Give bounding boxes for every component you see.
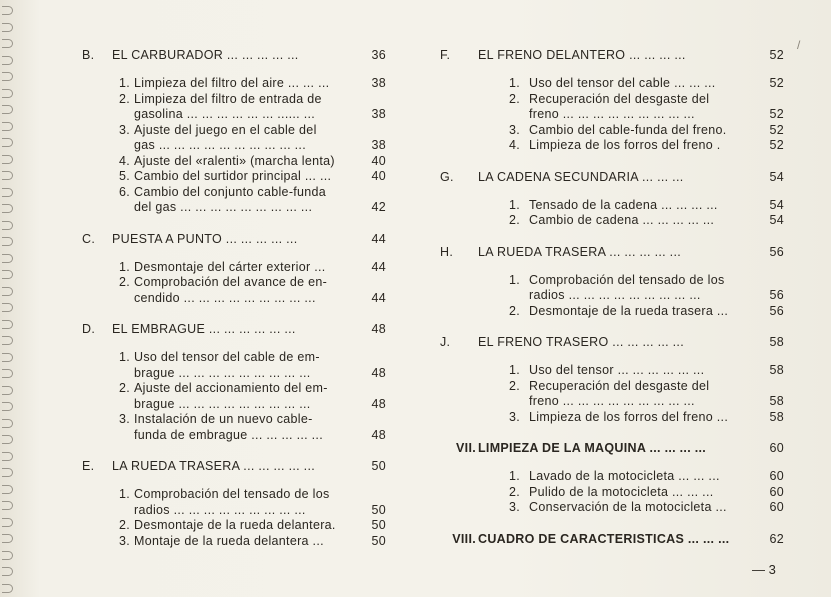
toc-entry [440, 394, 785, 410]
section-page: 36 [371, 48, 386, 62]
toc-entry [440, 410, 785, 426]
section-heading [82, 320, 392, 338]
toc-entry [440, 273, 785, 289]
entry-text: Recuperación del desgaste del [529, 378, 710, 393]
toc-entry [440, 76, 785, 92]
entry-text: Desmontaje de la rueda delantera. [134, 518, 336, 532]
section-title: LA CADENA SECUNDARIA ... ... ... [478, 169, 684, 184]
binding-ring [2, 204, 13, 213]
toc-section [440, 530, 785, 548]
entry-page: 54 [769, 213, 784, 227]
section-title: EL FRENO DELANTERO ... ... ... ... [478, 48, 686, 62]
entry-page: 38 [371, 107, 386, 121]
binding-ring [2, 419, 13, 428]
entry-number: 2. [508, 91, 520, 106]
section-heading [440, 168, 785, 186]
entry-number: 1. [508, 272, 520, 287]
section-heading [440, 46, 785, 64]
toc-section [82, 457, 392, 549]
section-letter: B. [82, 48, 95, 62]
entry-page: 38 [371, 138, 386, 152]
entry-number: 2. [508, 303, 520, 318]
entry-text: Limpieza del filtro de entrada de [134, 91, 322, 106]
binding-ring [2, 89, 13, 98]
entry-page: 52 [769, 107, 784, 121]
section-letter: E. [82, 459, 95, 473]
toc-entry [82, 200, 392, 216]
section-title: LIMPIEZA DE LA MAQUINA ... ... ... ... [478, 441, 707, 455]
toc-entry [82, 503, 392, 519]
binding-ring [2, 72, 13, 81]
entry-page: 60 [769, 484, 784, 499]
entry-page: 44 [371, 290, 386, 305]
entry-page: 52 [769, 122, 784, 137]
binding-ring [2, 320, 13, 329]
entry-number: 3. [508, 409, 520, 424]
entry-page: 50 [371, 518, 386, 532]
binding-ring [2, 254, 13, 263]
entry-text: Ajuste del juego en el cable del [134, 122, 317, 137]
entry-text: del gas ... ... ... ... ... ... ... ... ... [134, 200, 313, 214]
binding-ring [2, 485, 13, 494]
section-heading [440, 530, 785, 548]
toc-entry [440, 198, 785, 214]
section-letter: G. [440, 169, 454, 184]
entry-text: Cambio de cadena ... ... ... ... ... [529, 213, 715, 227]
binding-ring [2, 435, 13, 444]
toc-entry [440, 138, 785, 154]
margin-mark: / [797, 38, 801, 52]
section-letter: C. [82, 231, 96, 246]
section-page: 48 [371, 322, 386, 336]
entry-text: Comprobación del tensado de los [529, 272, 725, 287]
binding-ring [2, 23, 13, 32]
section-page: 62 [769, 531, 784, 546]
toc-entry [82, 260, 392, 276]
binding-ring [2, 287, 13, 296]
entry-number: 2. [118, 275, 130, 289]
toc-entry [440, 92, 785, 108]
section-heading [440, 439, 785, 457]
entry-text: radios ... ... ... ... ... ... ... ... ... [134, 502, 306, 517]
entry-number: 2. [118, 518, 130, 532]
binding-ring [2, 336, 13, 345]
chapter-numeral: VIII. [452, 531, 476, 546]
entry-text: Conservación de la motocicleta ... [529, 500, 727, 514]
toc-entry [440, 485, 785, 501]
spiral-binding [0, 0, 16, 597]
entry-text: cendido ... ... ... ... ... ... ... ... ... [134, 290, 316, 305]
toc-entry [82, 76, 392, 92]
page-number: — 3 [752, 562, 776, 577]
entry-number: 3. [118, 412, 130, 426]
entry-page: 52 [769, 76, 784, 90]
binding-ring [2, 155, 13, 164]
entry-page: 42 [371, 200, 386, 214]
entry-text: Cambio del cable-funda del freno. [529, 122, 727, 137]
toc-entry [82, 534, 392, 550]
section-title: PUESTA A PUNTO ... ... ... ... ... [112, 231, 298, 246]
entry-number: 2. [118, 91, 130, 106]
entry-page: 60 [769, 500, 784, 514]
toc-entry [82, 518, 392, 534]
entry-text: Cambio del conjunto cable-funda [134, 184, 327, 199]
entry-text: Limpieza de los forros del freno ... [529, 409, 729, 424]
toc-right-column [440, 46, 785, 562]
binding-ring [2, 122, 13, 131]
entry-page: 40 [371, 153, 386, 168]
entry-text: Montaje de la rueda delantera ... [134, 533, 324, 548]
entry-number: 2. [508, 484, 520, 499]
entry-number: 3. [508, 122, 520, 137]
binding-ring [2, 353, 13, 362]
section-letter: F. [440, 48, 451, 62]
entry-text: Tensado de la cadena ... ... ... ... [529, 197, 718, 212]
toc-left-column [82, 46, 392, 563]
toc-entry [82, 412, 392, 428]
entry-number: 3. [508, 500, 520, 514]
entry-text: Desmontaje del cárter exterior ... [134, 259, 326, 274]
entry-number: 5. [118, 169, 130, 183]
entry-page: 40 [371, 169, 386, 183]
toc-entry [82, 138, 392, 154]
entry-number: 2. [118, 381, 130, 395]
toc-entry [440, 107, 785, 123]
toc-entry [82, 169, 392, 185]
binding-ring [2, 584, 13, 593]
section-page: 52 [769, 48, 784, 62]
toc-entry [440, 500, 785, 516]
entry-text: Cambio del surtidor principal ... ... [134, 169, 332, 183]
toc-entry [82, 291, 392, 307]
entry-text: Limpieza del filtro del aire ... ... ... [134, 76, 330, 90]
binding-ring [2, 6, 13, 15]
binding-ring [2, 138, 13, 147]
entry-text: Lavado de la motocicleta ... ... ... [529, 469, 720, 483]
entry-page: 58 [769, 409, 784, 424]
entry-text: Desmontaje de la rueda trasera ... [529, 303, 729, 318]
toc-entry [82, 381, 392, 397]
binding-ring [2, 567, 13, 576]
entry-number: 1. [508, 197, 520, 212]
binding-ring [2, 468, 13, 477]
section-title: EL FRENO TRASERO ... ... ... ... ... [478, 335, 684, 349]
binding-ring [2, 402, 13, 411]
section-heading [440, 333, 785, 351]
binding-ring [2, 551, 13, 560]
entry-number: 1. [118, 76, 130, 90]
binding-ring [2, 369, 13, 378]
binding-ring [2, 39, 13, 48]
toc-entry [440, 123, 785, 139]
binding-ring [2, 518, 13, 527]
toc-entry [82, 397, 392, 413]
section-page: 54 [769, 169, 784, 184]
entry-text: brague ... ... ... ... ... ... ... ... ... [134, 365, 311, 380]
entry-number: 4. [118, 153, 130, 168]
binding-ring [2, 534, 13, 543]
entry-page: 58 [769, 394, 784, 408]
toc-entry [440, 469, 785, 485]
toc-entry [82, 487, 392, 503]
binding-ring [2, 501, 13, 510]
entry-text: Uso del tensor ... ... ... ... ... ... [529, 363, 705, 377]
toc-section [82, 320, 392, 443]
section-letter: H. [440, 244, 454, 259]
toc-section [440, 439, 785, 516]
toc-entry [82, 92, 392, 108]
entry-number: 1. [118, 487, 130, 501]
entry-text: Ajuste del «ralenti» (marcha lenta) [134, 153, 335, 168]
binding-ring [2, 188, 13, 197]
entry-number: 1. [508, 363, 520, 377]
entry-text: Instalación de un nuevo cable- [134, 412, 313, 426]
section-page: 58 [769, 335, 784, 349]
entry-page: 44 [371, 259, 386, 274]
entry-number: 2. [508, 213, 520, 227]
toc-entry [82, 275, 392, 291]
entry-text: Recuperación del desgaste del [529, 91, 710, 106]
entry-page: 48 [371, 396, 386, 411]
section-title: EL CARBURADOR ... ... ... ... ... [112, 48, 299, 62]
chapter-numeral: VII. [456, 441, 476, 455]
toc-entry [82, 350, 392, 366]
entry-number: 3. [118, 122, 130, 137]
entry-page: 56 [769, 303, 784, 318]
section-page: 50 [371, 459, 386, 473]
binding-ring [2, 270, 13, 279]
binding-ring [2, 452, 13, 461]
binding-ring [2, 303, 13, 312]
entry-page: 56 [769, 288, 784, 302]
section-title: CUADRO DE CARACTERISTICAS ... ... ... [478, 531, 730, 546]
binding-ring [2, 386, 13, 395]
section-letter: D. [82, 322, 96, 336]
entry-page: 50 [371, 533, 386, 548]
toc-section [440, 243, 785, 320]
entry-text: Pulido de la motocicleta ... ... ... [529, 484, 714, 499]
section-page: 56 [769, 244, 784, 259]
toc-entry [82, 428, 392, 444]
binding-ring [2, 237, 13, 246]
entry-number: 6. [118, 184, 130, 199]
entry-number: 1. [118, 259, 130, 274]
entry-number: 1. [508, 469, 520, 483]
section-title: LA RUEDA TRASERA ... ... ... ... ... [478, 244, 681, 259]
toc-entry [82, 107, 392, 123]
entry-text: Comprobación del tensado de los [134, 487, 330, 501]
entry-page: 50 [371, 502, 386, 517]
toc-entry [440, 213, 785, 229]
entry-text: freno ... ... ... ... ... ... ... ... ... [529, 394, 695, 408]
entry-number: 3. [118, 533, 130, 548]
entry-page: 58 [769, 363, 784, 377]
toc-entry [82, 154, 392, 170]
entry-text: freno ... ... ... ... ... ... ... ... ... [529, 107, 695, 121]
toc-entry [440, 304, 785, 320]
entry-text: gasolina ... ... ... ... ... ... ...... ... [134, 107, 316, 121]
entry-text: gas ... ... ... ... ... ... ... ... ... ... [134, 138, 306, 152]
section-heading [82, 46, 392, 64]
entry-number: 1. [118, 350, 130, 364]
binding-ring [2, 56, 13, 65]
entry-page: 48 [371, 427, 386, 442]
toc-section [82, 46, 392, 216]
toc-entry [82, 366, 392, 382]
toc-section [440, 333, 785, 425]
toc-section [440, 168, 785, 229]
entry-text: Comprobación del avance de en- [134, 275, 328, 289]
binding-ring [2, 105, 13, 114]
entry-page: 52 [769, 138, 784, 152]
toc-entry [440, 363, 785, 379]
entry-text: Ajuste del accionamiento del em- [134, 381, 328, 395]
entry-page: 54 [769, 197, 784, 212]
toc-entry [440, 288, 785, 304]
section-heading [82, 457, 392, 475]
section-letter: J. [440, 335, 451, 349]
binding-ring [2, 221, 13, 230]
section-title: LA RUEDA TRASERA ... ... ... ... ... [112, 459, 315, 473]
entry-text: Limpieza de los forros del freno . [529, 138, 721, 152]
entry-text: Uso del tensor del cable de em- [134, 350, 320, 364]
toc-entry [82, 185, 392, 201]
entry-page: 38 [371, 76, 386, 90]
entry-number: 2. [508, 378, 520, 393]
entry-text: radios ... ... ... ... ... ... ... ... ... [529, 288, 701, 302]
section-heading [440, 243, 785, 261]
toc-section [82, 230, 392, 307]
entry-page: 60 [769, 469, 784, 483]
binding-ring [2, 171, 13, 180]
entry-number: 1. [508, 76, 520, 90]
entry-text: funda de embrague ... ... ... ... ... [134, 427, 323, 442]
entry-page: 48 [371, 365, 386, 380]
section-title: EL EMBRAGUE ... ... ... ... ... ... [112, 322, 296, 336]
section-heading [82, 230, 392, 248]
toc-entry [440, 379, 785, 395]
entry-text: brague ... ... ... ... ... ... ... ... ... [134, 396, 311, 411]
toc-entry [82, 123, 392, 139]
toc-section [440, 46, 785, 154]
section-page: 60 [769, 441, 784, 455]
entry-text: Uso del tensor del cable ... ... ... [529, 76, 716, 90]
section-page: 44 [371, 231, 386, 246]
entry-number: 4. [508, 138, 520, 152]
